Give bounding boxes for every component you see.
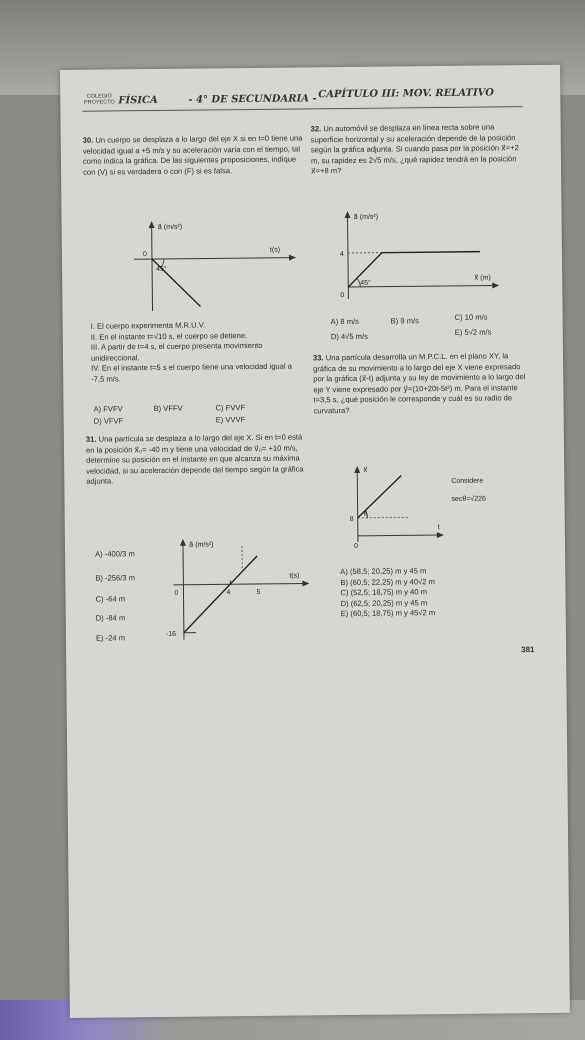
- t2-label: 5: [256, 588, 261, 596]
- question-32: [311, 122, 527, 177]
- y-axis-arrow-icon: [354, 466, 360, 473]
- grade-label: - 4° DE SECUNDARIA -: [188, 93, 317, 106]
- origin-label: 0: [174, 589, 179, 597]
- q31-option-d: D) -84 m: [95, 613, 126, 623]
- q32-option-a: A) 8 m/s: [330, 316, 359, 327]
- question-number: 30.: [82, 135, 94, 145]
- logo-line2: PROYECTO: [83, 98, 115, 106]
- q31-option-c: C) -64 m: [95, 594, 126, 604]
- x-label: x⃗ (m): [474, 274, 491, 282]
- note-sec: secθ=√226: [451, 495, 486, 503]
- q32-option-e: E) 5√2 m/s: [454, 327, 492, 337]
- angle-label: 45°: [360, 279, 371, 287]
- graph-line: [183, 556, 261, 633]
- school-logo: [82, 94, 116, 105]
- question-31: [86, 432, 307, 487]
- y-axis: [357, 470, 358, 542]
- y-label: a⃗ (m/s²): [353, 213, 379, 221]
- statement-4: IV. En el instante t=5 s el cuerpo tiene una velocidad igual a -7,5 m/s.: [91, 361, 293, 384]
- q32-graph: [329, 205, 510, 302]
- question-number: 31.: [85, 434, 97, 444]
- question-text: Una partícula desarrolla un M.P.C.L. en el plano XY, la gráfica de su movimiento a lo largo del eje X viene expresado por la gráfica (x⃗-t) adjunta y su ley de movimiento a lo largo del eje Y viene expresado por y⃗=(10+20t-5t²) m. Para el instante t=3,5 s, ¿qué posición le corresponde y cuál es su radio de curvatura?: [313, 351, 526, 416]
- x-axis: [134, 258, 292, 260]
- note-considere: Considere: [451, 477, 484, 485]
- question-text: Un cuerpo se desplaza a lo largo del eje X si en t=0 tiene una velocidad igual a +5 m/s y su aceleración varía con el tiempo, tal como indica la gráfica. De las siguientes proposiciones, indique con (V) si es verdadera o con (F) si es falsa.: [82, 133, 303, 177]
- x-axis: [358, 535, 440, 536]
- statement-1: I. El cuerpo experimenta M.R.U.V.: [90, 320, 206, 331]
- q33-options: [340, 565, 531, 620]
- q33-option-c: C) (52,5; 18,75) m y 40 m: [340, 587, 428, 598]
- q33-option-b: B) (60,5; 22,25) m y 40√2 m: [340, 576, 435, 587]
- q33-option-e: E) (60,5; 18,75) m y 45√2 m: [340, 608, 436, 619]
- subject-title: FÍSICA: [118, 94, 158, 107]
- origin-label: 0: [353, 542, 358, 550]
- q33-option-d: D) (62,5; 20,25) m y 45 m: [340, 597, 428, 608]
- logo-line1: COLEGIO: [86, 93, 112, 100]
- origin-label: 0: [142, 251, 147, 259]
- q33-option-a: A) (58,5; 20,25) m y 45 m: [340, 566, 427, 577]
- question-30: [83, 133, 303, 178]
- y0-label: -16: [165, 630, 177, 638]
- x-axis-arrow-icon: [492, 282, 499, 288]
- question-number: 32.: [310, 124, 322, 134]
- question-number: 33.: [312, 353, 324, 363]
- y1-label: 4: [339, 251, 344, 259]
- q31-option-b: B) -256/3 m: [95, 573, 136, 583]
- q32-option-c: C) 10 m/s: [454, 312, 488, 322]
- t1-label: 4: [226, 589, 231, 597]
- y-axis-arrow-icon: [149, 221, 155, 228]
- y1-label: 8: [349, 515, 354, 523]
- worksheet-page: [60, 65, 570, 1018]
- y-label: x⃗: [363, 466, 368, 474]
- chapter-title: CAPÍTULO III: MOV. RELATIVO: [318, 87, 495, 101]
- angle-label: θ: [363, 510, 368, 518]
- q30-option-e: E) VVVF: [215, 415, 246, 425]
- statement-3: III. A partir de t=4 s, el cuerpo presenta movimiento unidireccional.: [90, 341, 263, 363]
- q31-graph: [155, 533, 316, 645]
- x-axis-arrow-icon: [302, 580, 309, 586]
- q30-option-d: D) VFVF: [93, 416, 124, 426]
- q31-option-a: A) -400/3 m: [95, 549, 135, 559]
- header-rule: [82, 106, 522, 112]
- y-label: a⃗ (m/s²): [157, 223, 183, 231]
- angle-label: 45°: [156, 265, 167, 274]
- q32-option-d: D) 4√5 m/s: [330, 331, 368, 342]
- q30-statements: [91, 319, 302, 385]
- page-number: 381: [521, 645, 535, 655]
- origin-label: 0: [340, 292, 345, 300]
- q30-option-a: A) FVFV: [93, 404, 123, 414]
- y-axis: [183, 543, 184, 640]
- graph-line-flat: [382, 252, 480, 253]
- x-axis-arrow-icon: [437, 532, 444, 538]
- x-label: t(s): [269, 246, 281, 254]
- x-label: t(s): [289, 572, 300, 580]
- q31-option-e: E) -24 m: [95, 633, 126, 643]
- y-axis-arrow-icon: [344, 211, 350, 218]
- y-axis: [152, 224, 153, 311]
- q33-graph: [339, 460, 520, 562]
- y-axis-arrow-icon: [180, 539, 186, 546]
- y-label: a⃗ (m/s²): [188, 541, 214, 549]
- question-text: Un automóvil se desplaza en línea recta sobre una superficie horizontal y su aceleración depende de la posición según la gráfica adjunta. Si cuando pasa por la posición x⃗=+2 m, su rapidez es 2√5 m/s, ¿qué rapidez tendrá en la posición x⃗=+8 m?: [310, 122, 519, 176]
- x-label: t: [437, 524, 440, 532]
- q30-option-c: C) FVVF: [215, 403, 246, 413]
- q30-option-b: B) VFFV: [153, 403, 183, 414]
- question-text: Una partícula se desplaza a lo largo del eje X. Si en t=0 está en la posición x⃗₀= -40 m y tiene una velocidad de v⃗₀= +10 m/s, determine su posición en el instante en que alcanza su máxima velocidad, si su aceleración depende del tiempo según la gráfica adjunta.: [85, 432, 304, 487]
- question-33: [313, 351, 529, 417]
- statement-2: II. En el instante t=√10 s, el cuerpo se detiene.: [90, 330, 248, 342]
- x-axis: [173, 583, 305, 584]
- q32-option-b: B) 9 m/s: [390, 316, 419, 326]
- x-axis-arrow-icon: [289, 255, 296, 261]
- q30-graph: [132, 217, 313, 314]
